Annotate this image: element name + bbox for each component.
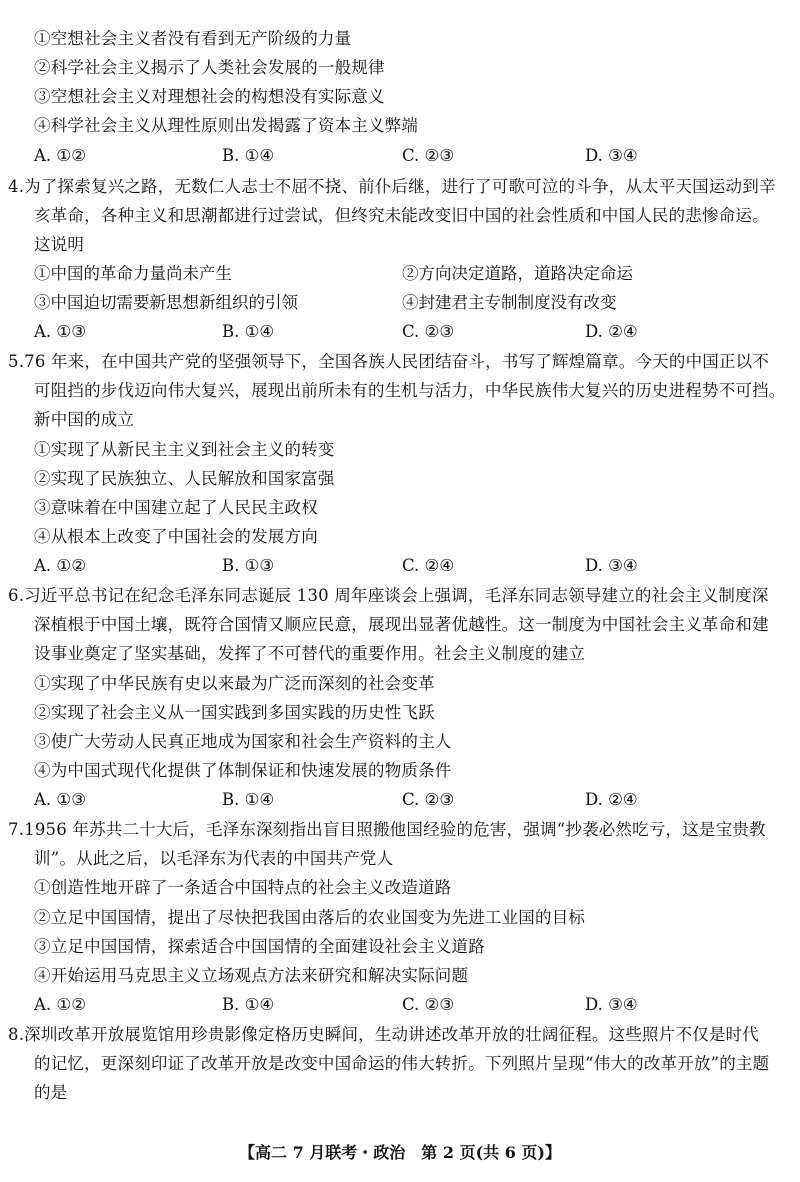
q4-stem-line-1: 4.为了探索复兴之路，无数仁人志士不屈不挠、前仆后继，进行了可歌可泣的斗争，从太平天国运动到辛 (8, 177, 776, 196)
q3-statement-4: ④科学社会主义从理性原则出发揭露了资本主义弊端 (34, 116, 419, 135)
q4-stem-line-3: 这说明 (34, 235, 85, 254)
q5-statement-3: ③意味着在中国建立起了人民民主政权 (34, 498, 318, 517)
q8-stem-line-1: 8.深圳改革开放展览馆用珍贵影像定格历史瞬间，生动讲述改革开放的壮阔征程。这些照片不仅是时代 (8, 1025, 759, 1044)
q5-stem-line-3: 新中国的成立 (34, 410, 135, 429)
q5-statement-4: ④从根本上改变了中国社会的发展方向 (34, 527, 318, 546)
q6-stem-line-3: 设事业奠定了坚实基础，发挥了不可替代的重要作用。社会主义制度的建立 (34, 644, 586, 663)
q5-stem-line-1: 5.76 年来，在中国共产党的坚强领导下，全国各族人民团结奋斗，书写了辉煌篇章。今天的中国正以不 (8, 352, 770, 371)
q6-statement-2: ②实现了社会主义从一国实践到多国实践的历史性飞跃 (34, 703, 435, 722)
q7-statement-4: ④开始运用马克思主义立场观点方法来研究和解决实际问题 (34, 966, 469, 985)
q7-option-d: D. ③④ (585, 995, 638, 1014)
q5-statement-2: ②实现了民族独立、人民解放和国家富强 (34, 469, 335, 488)
q3-statement-2: ②科学社会主义揭示了人类社会发展的一般规律 (34, 58, 385, 77)
q4-option-a: A. ①③ (34, 322, 86, 341)
q4-option-b: B. ①④ (222, 322, 275, 341)
page-footer: 【高二 7 月联考・政治 第 2 页(共 6 页)】 (239, 1143, 561, 1162)
q4-option-d: D. ②④ (585, 322, 638, 341)
q7-stem-line-2: 训”。从此之后，以毛泽东为代表的中国共产党人 (34, 849, 394, 868)
q6-option-c: C. ②③ (402, 790, 455, 809)
q4-statement-3: ③中国迫切需要新思想新组织的引领 (34, 293, 298, 312)
q6-option-a: A. ①③ (34, 790, 86, 809)
q4-statement-1: ①中国的革命力量尚未产生 (34, 264, 232, 283)
q7-option-b: B. ①④ (222, 995, 275, 1014)
q6-option-d: D. ②④ (585, 790, 638, 809)
q4-statement-4: ④封建君主专制制度没有改变 (402, 293, 617, 312)
q4-stem-line-2: 亥革命，各种主义和思潮都进行过尝试，但终究未能改变旧中国的社会性质和中国人民的悲惨命运。 (34, 206, 769, 225)
q5-option-b: B. ①③ (222, 556, 275, 575)
q5-stem-line-2: 可阻挡的步伐迈向伟大复兴，展现出前所未有的生机与活力，中华民族伟大复兴的历史进程势不可挡。 (34, 381, 786, 400)
q7-option-a: A. ①② (34, 995, 86, 1014)
q6-option-b: B. ①④ (222, 790, 275, 809)
q4-statement-2: ②方向决定道路，道路决定命运 (402, 264, 633, 283)
q5-statement-1: ①实现了从新民主主义到社会主义的转变 (34, 440, 335, 459)
q6-stem-line-2: 深植根于中国土壤，既符合国情又顺应民意，展现出显著优越性。这一制度为中国社会主义革命和建 (34, 615, 769, 634)
q4-option-c: C. ②③ (402, 322, 455, 341)
q3-option-d: D. ③④ (585, 146, 638, 165)
q3-option-b: B. ①④ (222, 146, 275, 165)
q6-stem-line-1: 6.习近平总书记在纪念毛泽东同志诞辰 130 周年座谈会上强调，毛泽东同志领导建立的社会主义制度深 (8, 586, 769, 605)
q7-stem-line-1: 7.1956 年苏共二十大后，毛泽东深刻指出盲目照搬他国经验的危害，强调“抄袭必然吃亏，这是宝贵教 (8, 820, 766, 839)
q3-statement-3: ③空想社会主义对理想社会的构想没有实际意义 (34, 87, 385, 106)
q7-statement-3: ③立足中国国情，探索适合中国国情的全面建设社会主义道路 (34, 937, 485, 956)
q7-option-c: C. ②③ (402, 995, 455, 1014)
q5-option-a: A. ①② (34, 556, 86, 575)
q3-option-c: C. ②③ (402, 146, 455, 165)
q6-statement-3: ③使广大劳动人民真正地成为国家和社会生产资料的主人 (34, 732, 452, 751)
q8-stem-line-3: 的是 (34, 1083, 68, 1102)
q7-statement-1: ①创造性地开辟了一条适合中国特点的社会主义改造道路 (34, 878, 452, 897)
q6-statement-4: ④为中国式现代化提供了体制保证和快速发展的物质条件 (34, 761, 452, 780)
q3-option-a: A. ①② (34, 146, 86, 165)
q8-stem-line-2: 的记忆，更深刻印证了改革开放是改变中国命运的伟大转折。下列照片呈现“伟大的改革开放”的主题 (34, 1054, 770, 1073)
q7-statement-2: ②立足中国国情，提出了尽快把我国由落后的农业国变为先进工业国的目标 (34, 908, 586, 927)
q5-option-c: C. ②④ (402, 556, 455, 575)
q6-statement-1: ①实现了中华民族有史以来最为广泛而深刻的社会变革 (34, 674, 435, 693)
q5-option-d: D. ③④ (585, 556, 638, 575)
q3-statement-1: ①空想社会主义者没有看到无产阶级的力量 (34, 29, 352, 48)
